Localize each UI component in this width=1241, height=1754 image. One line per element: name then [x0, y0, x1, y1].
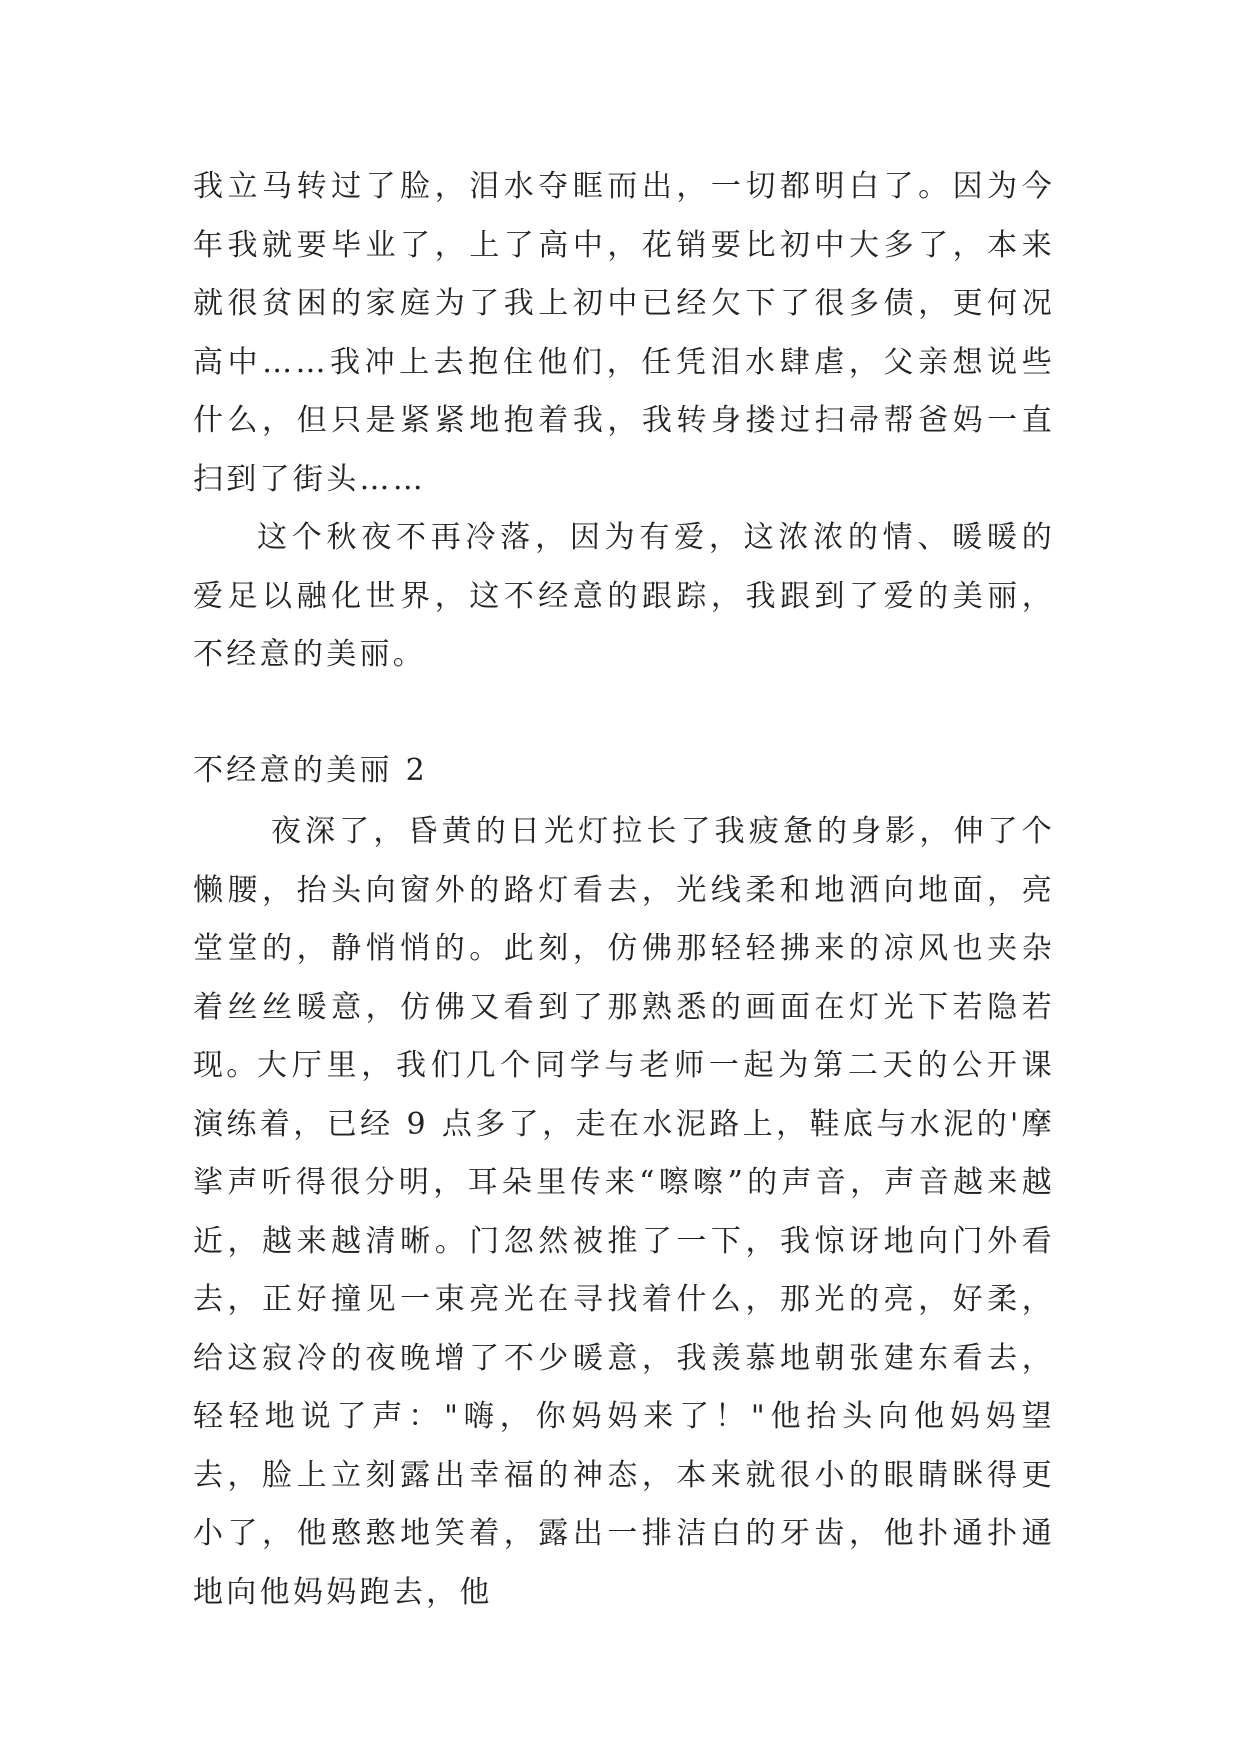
section-title: 不经意的美丽 2 — [193, 753, 429, 788]
paragraph-1: 我立马转过了脸，泪水夺眶而出，一切都明白了。因为今年我就要毕业了，上了高中，花销要比初中大多了，本来就很贫困的家庭为了我上初中已经欠下了很多债，更何况高中……我冲上去抱住他们，任凭泪水肆虐，父亲想说些什么，但只是紧紧地抱着我，我转身搂过扫帚帮爸妈一直扫到了街头…… — [193, 169, 1055, 497]
section-paragraph-1: 夜深了，昏黄的日光灯拉长了我疲惫的身影，伸了个懒腰，抬头向窗外的路灯看去，光线柔和地洒向地面，亮堂堂的，静悄悄的。此刻，仿佛那轻轻拂来的凉风也夹杂着丝丝暖意，仿佛又看到了那熟悉的画面在灯光下若隐若现。 — [193, 814, 1055, 1083]
section-paragraph-2: 大厅里，我们几个同学与老师一起为第二天的公开课演练着，已经 9 点多了，走在水泥路上，鞋底与水泥的'摩挲声听得很分明，耳朵里传来“嚓嚓”的声音，声音越来越近，越来越清晰。门忽然被推了一下，我惊讶地向门外看去，正好撞见一束亮光在寻找着什么，那光的亮，好柔，给这寂冷的夜晚增了不少暖意，我羡慕地朝张建东看去，轻轻地说了声："嗨，你妈妈来了！"他抬头向他妈妈望去，脸上立刻露出幸福的神态，本来就很小的眼睛眯得更小了，他憨憨地笑着，露出一排洁白的牙齿，他扑通扑通地向他妈妈跑去，他 — [193, 1048, 1055, 1610]
paragraph-2: 这个秋夜不再冷落，因为有爱，这浓浓的情、暖暖的爱足以融化世界，这不经意的跟踪，我跟到了爱的美丽，不经意的美丽。 — [193, 520, 1055, 672]
